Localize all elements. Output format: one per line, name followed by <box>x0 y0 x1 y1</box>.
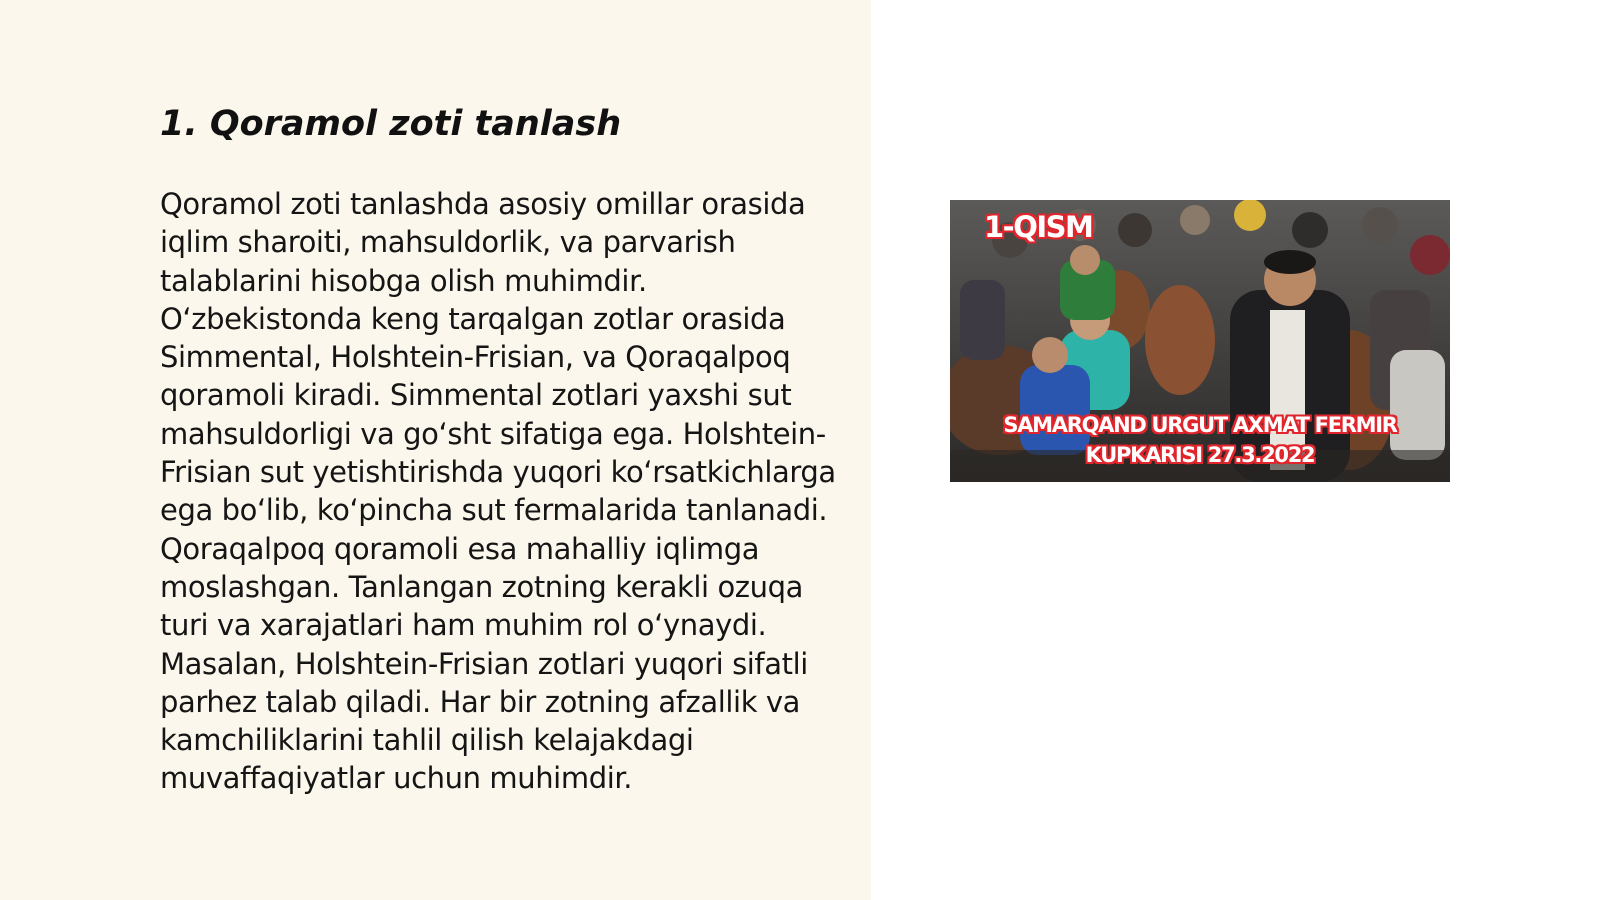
video-thumbnail[interactable] <box>950 200 1450 482</box>
video-caption-line-2: KUPKARISI 27.3.2022 <box>1085 443 1315 467</box>
video-caption <box>950 410 1450 470</box>
slide-title: 1. Qoramol zoti tanlash <box>160 104 622 144</box>
video-caption-line-1: SAMARQAND URGUT AXMAT FERMIR <box>1003 413 1397 437</box>
slide-body-text: Qoramol zoti tanlashda asosiy omillar orasida iqlim sharoiti, mahsuldorlik, va parvarish talablarini hisobga olish muhimdir. O‘zbekistonda keng tarqalgan zotlar orasida Simmental, Holshtein-Frisian, va Qoraqalpoq qoramoli kiradi. Simmental zotlari yaxshi sut mahsuldorligi va go‘sht sifatiga ega. Holshtein-Frisian sut yetishtirishda yuqori ko‘rsatkichlarga ega bo‘lib, ko‘pincha sut fermalarida tanlanadi. Qoraqalpoq qoramoli esa mahalliy iqlimga moslashgan. Tanlangan zotning kerakli ozuqa turi va xarajatlari ham muhim rol o‘ynaydi. Masalan, Holshtein-Frisian zotlari yuqori sifatli parhez talab qiladi. Har bir zotning afzallik va kamchiliklarini tahlil qilish kelajakdagi muvaffaqiyatlar uchun muhimdir. <box>160 187 836 796</box>
video-part-label: 1-QISM <box>984 210 1093 244</box>
